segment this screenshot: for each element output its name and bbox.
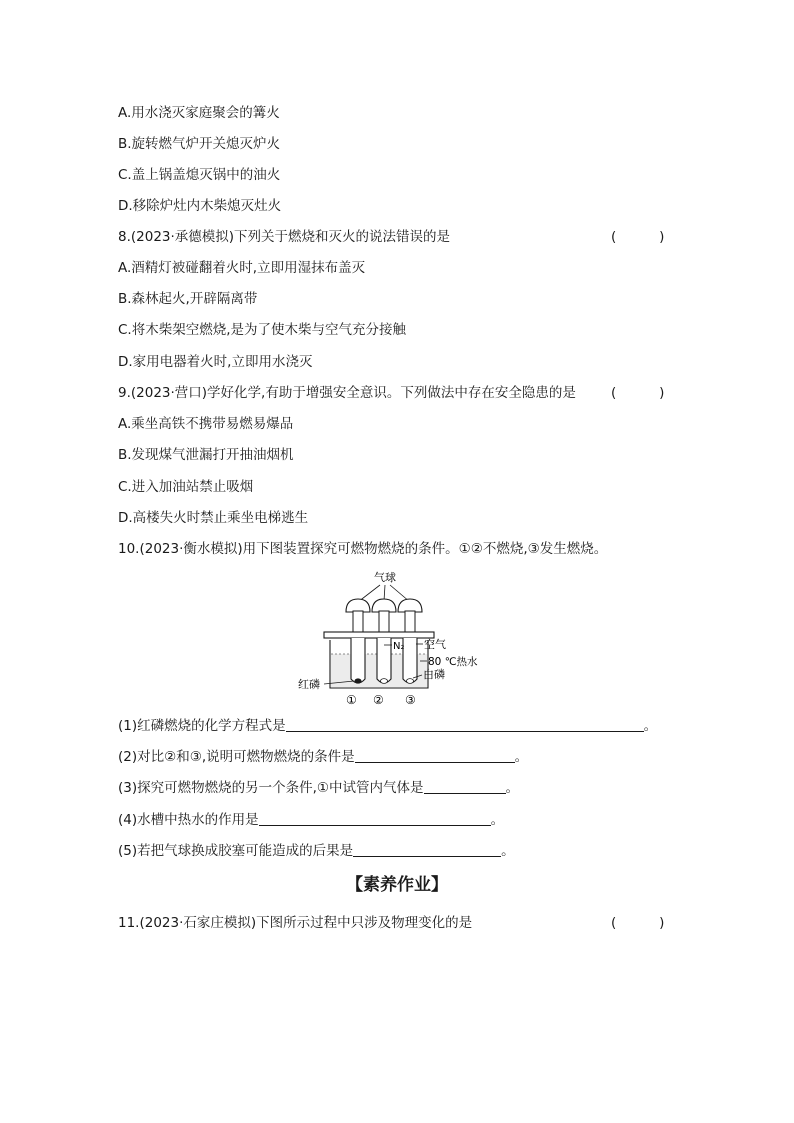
q8-option-d: D.家用电器着火时,立即用水浇灭 [118,354,313,370]
q10-sub-2-blank[interactable] [355,748,515,763]
test-tube-1 [351,638,365,683]
figure-tube-number-2: ② [373,693,384,707]
figure-label-white-phosphorus: 白磷 [423,668,445,681]
white-phosphorus-sample-2 [381,679,388,684]
q11-stem: 11.(2023·石家庄模拟)下图所示过程中只涉及物理变化的是 [118,915,473,931]
q7-option-a: A.用水浇灭家庭聚会的篝火 [118,105,280,121]
figure-tube-number-3: ③ [405,693,416,707]
balloon-1 [346,599,370,612]
white-phosphorus-sample-3 [407,679,414,684]
figure-label-air: 空气 [424,638,446,651]
q10-sub-3-period: 。 [505,780,520,796]
q11-answer-paren: ( ) [611,915,665,931]
balloon-2 [372,599,396,612]
q10-sub-5-blank[interactable] [353,842,501,857]
q7-option-c: C.盖上锅盖熄灭锅中的油火 [118,167,281,183]
q10-sub-2-period: 。 [514,749,529,765]
q9-option-a: A.乘坐高铁不携带易燃易爆品 [118,416,294,432]
q8-stem: 8.(2023·承德模拟)下列关于燃烧和灭火的说法错误的是 [118,229,451,245]
q10-sub-4-blank[interactable] [259,811,491,826]
balloon-2-neck [379,611,389,633]
q10-sub-2-text: (2)对比②和③,说明可燃物燃烧的条件是 [118,749,355,765]
q10-sub-4-text: (4)水槽中热水的作用是 [118,812,259,828]
figure-label-red-phosphorus: 红磷 [298,678,320,691]
q9-option-d: D.高楼失火时禁止乘坐电梯逃生 [118,510,309,526]
combustion-apparatus-figure [296,566,506,708]
q9-option-b: B.发现煤气泄漏打开抽油烟机 [118,447,294,463]
figure-label-balloon: 气球 [374,571,396,584]
q9-stem: 9.(2023·营口)学好化学,有助于增强安全意识。下列做法中存在安全隐患的是 [118,385,576,401]
q9-option-c: C.进入加油站禁止吸烟 [118,479,254,495]
q10-sub-3 [118,779,519,797]
q10-sub-1 [118,717,657,735]
support-plate [324,632,434,638]
q10-sub-1-period: 。 [643,718,658,734]
balloon-1-neck [353,611,363,633]
balloon-3-neck [405,611,415,633]
figure-tube-number-1: ① [346,693,357,707]
balloon-3 [398,599,422,612]
q9-answer-paren: ( ) [611,385,665,401]
q8-option-b: B.森林起火,开辟隔离带 [118,291,258,307]
q7-option-d: D.移除炉灶内木柴熄灭灶火 [118,198,282,214]
q10-stem: 10.(2023·衡水模拟)用下图装置探究可燃物燃烧的条件。①②不燃烧,③发生燃烧。 [118,541,608,557]
q10-sub-1-blank[interactable] [286,717,644,732]
test-tube-3 [403,638,417,683]
figure-label-n2: N₂ [393,641,405,652]
q10-sub-2 [118,748,528,766]
q7-option-b: B.旋转燃气炉开关熄灭炉火 [118,136,281,152]
q8-option-a: A.酒精灯被碰翻着火时,立即用湿抹布盖灭 [118,260,366,276]
q10-sub-5-period: 。 [501,843,515,859]
figure-label-hot-water: 80 ℃热水 [428,656,478,668]
q10-sub-5 [118,842,515,860]
q10-sub-5-text: (5)若把气球换成胶塞可能造成的后果是 [118,843,354,859]
q10-sub-3-text: (3)探究可燃物燃烧的另一个条件,①中试管内气体是 [118,780,424,796]
q10-sub-3-blank[interactable] [424,779,506,794]
q10-sub-1-text: (1)红磷燃烧的化学方程式是 [118,718,286,734]
q8-answer-paren: ( ) [611,229,665,245]
red-phosphorus-sample [355,678,362,683]
q8-option-c: C.将木柴架空燃烧,是为了使木柴与空气充分接触 [118,322,407,338]
q10-sub-4 [118,811,504,829]
section-heading: 【素养作业】 [346,875,448,895]
q10-sub-4-period: 。 [490,812,505,828]
